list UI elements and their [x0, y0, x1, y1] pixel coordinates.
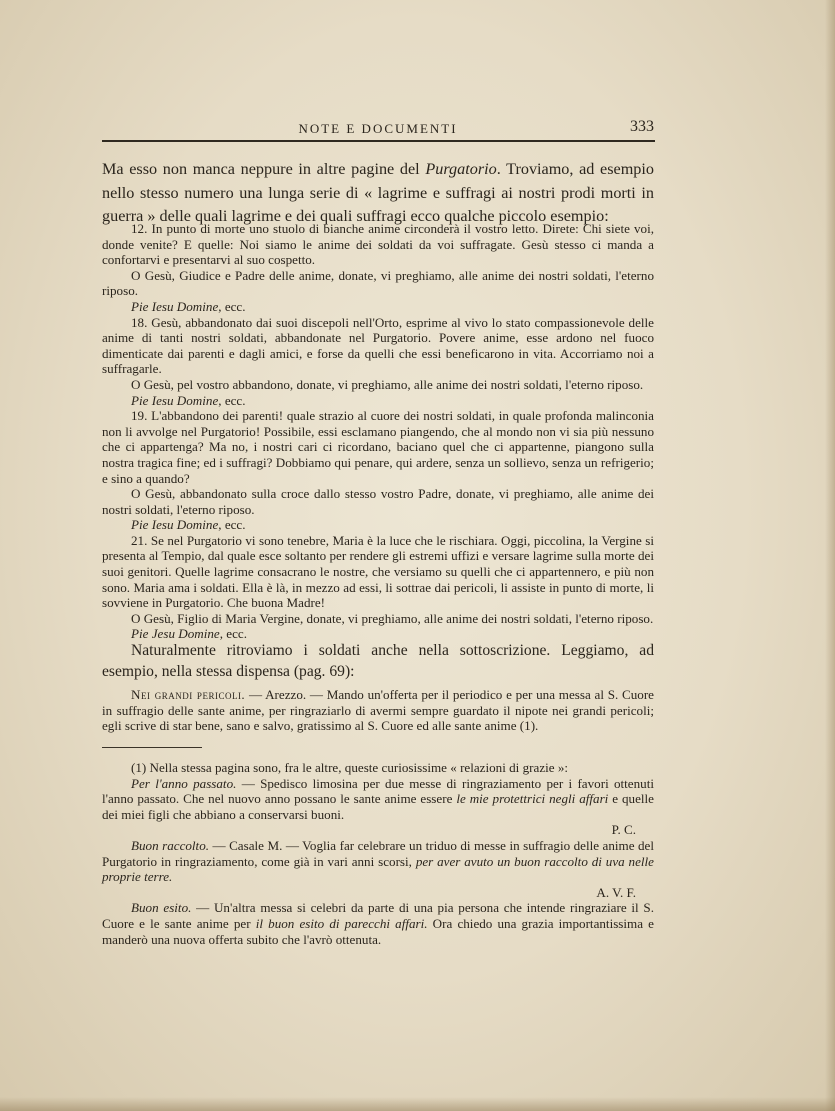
- entry-end: Ora chiedo una grazia importantissima e manderò una nuova offerta subito che l'avrò ottenuta.: [102, 915, 654, 947]
- subscription-entry: [102, 687, 654, 734]
- quote-prayer-1: O Gesù, Giudice e Padre delle anime, donate, vi preghiamo, alle anime dei nostri soldati, l'eterno riposo.: [102, 267, 654, 299]
- entry-end: e quelle dei miei figli che abbiano a conservarsi buoni.: [102, 791, 654, 822]
- refrain-italic: Pie Jesu Domine: [131, 626, 220, 642]
- intro-paragraph: [102, 158, 654, 229]
- intro-italic-title: Purgatorio: [425, 160, 497, 178]
- quoted-prayers: [102, 221, 654, 642]
- entry-text: — Casale M. — Voglia far celebrare un triduo di messe in suffragio delle anime del Purgatorio in ringraziamento, come già in vari anni scorsi,: [102, 837, 654, 869]
- entry-italic: per aver avuto un buon raccolto di uva nelle proprie terre.: [102, 853, 654, 885]
- page-edge-shadow-right: [825, 0, 835, 1111]
- footnote-signature-1: P. C.: [611, 822, 636, 838]
- subscription-lead: Nei grandi pericoli.: [131, 687, 246, 702]
- footnote: [102, 760, 654, 947]
- entry-italic: il buon esito di parecchi affari.: [255, 915, 428, 931]
- entry-italic: le mie protettrici negli affari: [456, 791, 609, 807]
- entry-heading: Buon raccolto.: [131, 837, 210, 853]
- footnote-entry-3: [102, 900, 654, 947]
- refrain-rest: , ecc.: [218, 517, 246, 533]
- page-number: 333: [630, 118, 654, 135]
- page-edge-shadow-bottom: [0, 1097, 835, 1111]
- intro-text-after: . Troviamo, ad esempio nello stesso numero una lunga serie di « lagrime e suffragi ai nostri prodi morti in guerra » delle quali lagrime e dei quali suffragi ecco qualche piccolo esempio:: [102, 160, 654, 225]
- refrain-rest: , ecc.: [218, 298, 246, 314]
- footnote-entry-1: [102, 776, 654, 823]
- refrain-italic: Pie Iesu Domine: [131, 392, 219, 408]
- quote-refrain-2: [102, 393, 654, 409]
- quote-paragraph-19: 19. L'abbandono dei parenti! quale strazio al cuore dei nostri soldati, in quale profonda malinconia non li avvolge nel Purgatorio! Possibile, essi esclamano piangendo, che al mondo non vi sia più nessuno che ci appartenga? Ma no, i nostri cari ci ricordano, baciano quel che ci appartenne, piangono sulla nostra tragica fine; ed i suffragi? Dobbiamo qui penare, qui ardere, senza un sollievo, senza un refrigerio; e sino a quando?: [102, 408, 654, 486]
- quote-paragraph-18: 18. Gesù, abbandonato dai suoi discepoli nell'Orto, esprime al vivo lo stato compassionevole delle anime di tanti nostri soldati, abbandonate nel Purgatorio. Povere anime, esse ardono nel fuoco dimenticate dai parenti e dagli amici, e forse da quelli che essi beneficarono in vita. Accorriamo noi a suffragarle.: [102, 314, 654, 377]
- refrain-italic: Pie Iesu Domine: [131, 298, 219, 314]
- refrain-italic: Pie Iesu Domine: [131, 517, 219, 533]
- quote-refrain-3: [102, 517, 654, 533]
- subscription-text: — Arezzo. — Mando un'offerta per il periodico e per una messa al S. Cuore in suffragio delle sante anime, per ringraziarlo di avermi sempre guardato il nipote nei grandi pericoli; egli scrive di star bene, sano e salvo, gratissimo al S. Cuore ed alle sante anime (1).: [102, 687, 654, 734]
- refrain-rest: , ecc.: [219, 626, 247, 642]
- entry-heading: Buon esito.: [131, 900, 192, 916]
- footnote-signature-2: A. V. F.: [596, 884, 636, 900]
- running-header: [102, 117, 654, 141]
- footnote-intro: (1) Nella stessa pagina sono, fra le altre, queste curiosissime « relazioni di grazie »:: [131, 760, 569, 775]
- quote-refrain-1: [102, 299, 654, 315]
- entry-text: — Spedisco limosina per due messe di ringraziamento per i favori ottenuti l'anno passato. Che nel nuovo anno possano le sante anime essere: [102, 775, 654, 807]
- quote-paragraph-12: 12. In punto di morte uno stuolo di bianche anime circonderà il vostro letto. Direte: Chi siete voi, donde venite? E quelle: Noi siamo le anime dei soldati da voi suffragate. Gesù stesso ci manda a confortarvi e presentarvi al suo cospetto.: [102, 221, 654, 268]
- header-rule: [102, 140, 655, 142]
- footnote-rule: [102, 747, 202, 748]
- middle-paragraph: Naturalmente ritroviamo i soldati anche nella sottoscrizione. Leggiamo, ad esempio, nella stessa dispensa (pag. 69):: [102, 642, 654, 680]
- quote-prayer-2: O Gesù, pel vostro abbandono, donate, vi preghiamo, alle anime dei nostri soldati, l'eterno riposo.: [131, 376, 644, 392]
- entry-heading: Per l'anno passato.: [131, 775, 237, 791]
- quote-paragraph-21: 21. Se nel Purgatorio vi sono tenebre, Maria è la luce che le rischiara. Oggi, piccolina, la Vergine si presenta al Tempio, dal quale esce soltanto per rendere gli estremi uffizi e versare lagrime sulla morte dei suoi genitori. Quelle lagrime consacrano le nostre, che versiamo su quelli che ci appartennero, e più non sono. Maria ama i soldati. Ella è là, in mezzo ad essi, li sottrae dai pericoli, li assiste in punto di morte, li sovviene in Purgatorio. Che buona Madre!: [102, 532, 654, 611]
- entry-text: — Un'altra messa si celebri da parte di una pia persona che intende ringraziare il S. Cuore e le sante anime per: [102, 900, 654, 931]
- quote-prayer-4: O Gesù, Figlio di Maria Vergine, donate, vi preghiamo, alle anime dei nostri soldati, l'eterno riposo.: [131, 610, 654, 626]
- refrain-rest: , ecc.: [218, 392, 246, 408]
- quote-prayer-3: O Gesù, abbandonato sulla croce dallo stesso vostro Padre, donate, vi preghiamo, alle anime dei nostri soldati, l'eterno riposo.: [102, 486, 654, 517]
- footnote-entry-2: [102, 838, 654, 885]
- intro-text-before: Ma esso non manca neppure in altre pagine del: [102, 160, 426, 178]
- subscription-quote: [102, 687, 654, 734]
- running-header-title: NOTE E DOCUMENTI: [298, 121, 458, 136]
